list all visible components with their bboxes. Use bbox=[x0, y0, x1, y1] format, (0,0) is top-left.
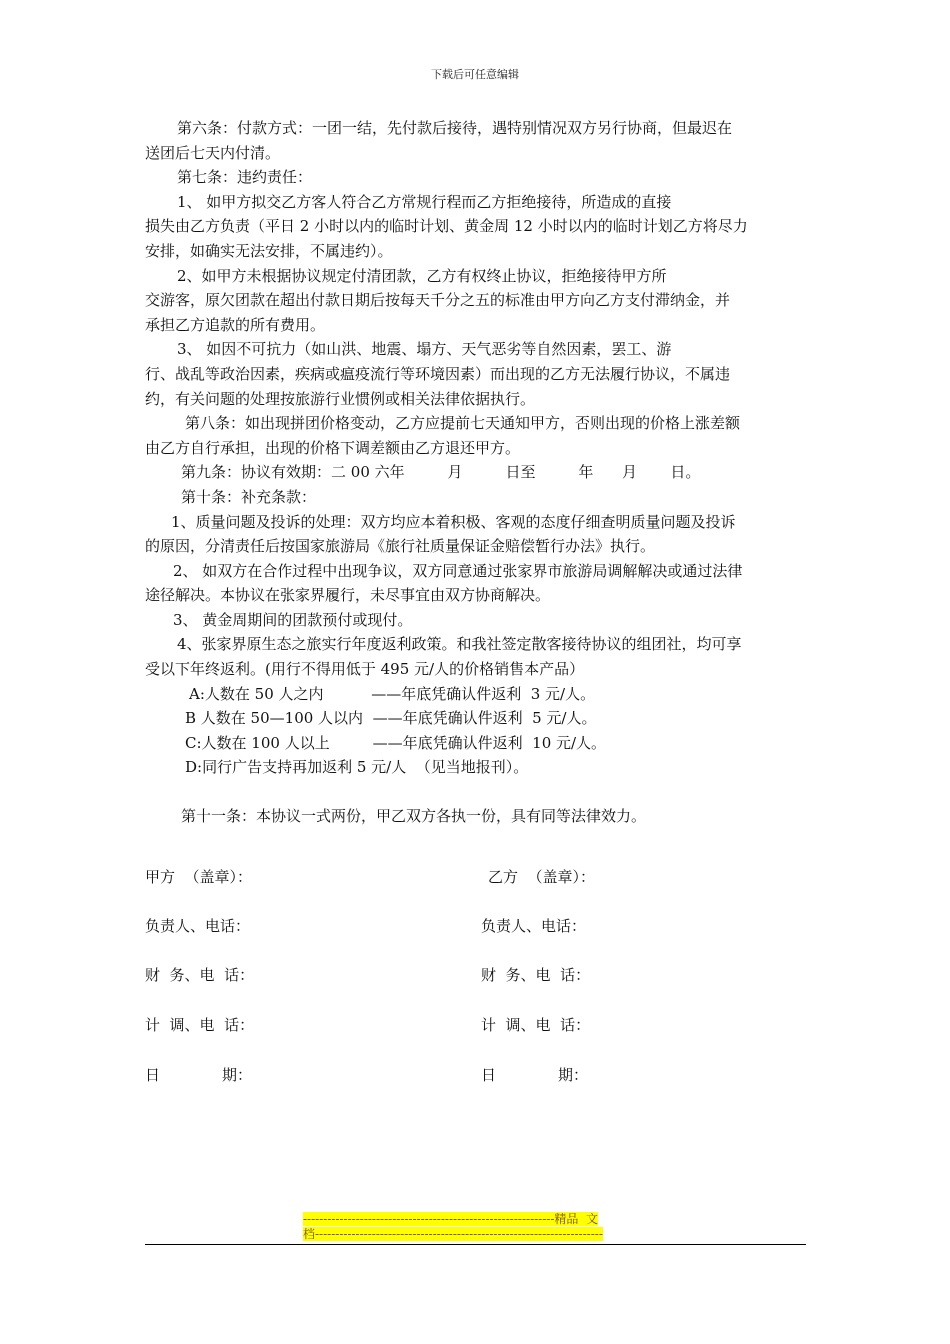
article-10-item-3: 3、 黄金周期间的团款预付或现付。 bbox=[173, 610, 413, 629]
article-10-item-1-line-2: 的原因，分清责任后按国家旅游局《旅行社质量保证金赔偿暂行办法》执行。 bbox=[145, 537, 656, 556]
footer-line-2: 档----------------------------------------------------------------------- bbox=[303, 1227, 603, 1241]
party-b-responsible-label: 负责人、电话： bbox=[481, 917, 587, 935]
contract-body bbox=[145, 116, 810, 829]
party-b-date-label: 日 期： bbox=[481, 1066, 588, 1084]
article-7-item-2-line-1: 2、如甲方未根据协议规定付清团款，乙方有权终止协议，拒绝接待甲方所 bbox=[177, 266, 667, 285]
article-7-item-3-line-3: 约，有关问题的处理按旅游行业惯例或相关法律依据执行。 bbox=[145, 389, 536, 408]
article-6-line-2: 送团后七天内付清。 bbox=[145, 143, 281, 162]
footer-watermark bbox=[303, 1212, 648, 1242]
article-7-item-3-line-1: 3、 如因不可抗力（如山洪、地震、塌方、天气恶劣等自然因素，罢工、游 bbox=[177, 340, 672, 359]
article-7-item-3-line-2: 行、战乱等政治因素，疾病或瘟疫流行等环境因素）而出现的乙方无法履行协议，不属违 bbox=[145, 364, 731, 383]
party-b-seal-label: 乙方 （盖章）： bbox=[488, 868, 596, 886]
article-10-item-4-line-1: 4、张家界原生态之旅实行年度返利政策。和我社签定散客接待协议的组团社，均可享 bbox=[177, 635, 742, 654]
article-7-item-1-line-2: 损失由乙方负责（平日 2 小时以内的临时计划、黄金周 12 小时以内的临时计划乙方将尽力 bbox=[145, 217, 748, 236]
rebate-tier-a: A:人数在 50 人之内 ——年底凭确认件返利 3 元/人。 bbox=[189, 684, 596, 703]
party-b-dispatch-label: 计 调、电 话： bbox=[481, 1016, 591, 1034]
article-10-item-2-line-2: 途径解决。本协议在张家界履行，未尽事宜由双方协商解决。 bbox=[145, 586, 551, 605]
article-11: 第十一条：本协议一式两份，甲乙双方各执一份，具有同等法律效力。 bbox=[181, 807, 647, 826]
article-7-item-2-line-2: 交游客，原欠团款在超出付款日期后按每天千分之五的标准由甲方向乙方支付滞纳金，并 bbox=[145, 291, 731, 310]
party-b-finance-label: 财 务、电 话： bbox=[481, 966, 591, 984]
article-7-item-2-line-3: 承担乙方追款的所有费用。 bbox=[145, 315, 326, 334]
article-8-line-1: 第八条：如出现拼团价格变动，乙方应提前七天通知甲方，否则出现的价格上涨差额 bbox=[185, 414, 741, 433]
party-a-dispatch-label: 计 调、电 话： bbox=[145, 1016, 255, 1034]
article-6-line-1: 第六条：付款方式：一团一结，先付款后接待，遇特别情况双方另行协商，但最迟在 bbox=[177, 119, 733, 137]
article-8-line-2: 由乙方自行承担，出现的价格下调差额由乙方退还甲方。 bbox=[145, 438, 521, 457]
article-7-item-1-line-1: 1、 如甲方拟交乙方客人符合乙方常规行程而乙方拒绝接待，所造成的直接 bbox=[177, 192, 672, 211]
footer-line-1: --------------------------------------------------------------精品 文 bbox=[303, 1212, 599, 1226]
rebate-tier-d: D:同行广告支持再加返利 5 元/人 （见当地报刊）。 bbox=[185, 758, 529, 777]
footer-rule bbox=[145, 1244, 806, 1245]
article-10-heading: 第十条：补充条款： bbox=[181, 487, 317, 506]
party-a-finance-label: 财 务、电 话： bbox=[145, 966, 255, 984]
rebate-tier-c: C:人数在 100 人以上 ——年底凭确认件返利 10 元/人。 bbox=[185, 733, 607, 752]
party-a-seal-label: 甲方 （盖章）： bbox=[145, 868, 253, 886]
article-10-item-1-line-1: 1、质量问题及投诉的处理：双方均应本着积极、客观的态度仔细查明质量问题及投诉 bbox=[171, 512, 736, 531]
header-note: 下载后可任意编辑 bbox=[431, 68, 519, 81]
rebate-tier-b: B 人数在 50—100 人以内 ——年底凭确认件返利 5 元/人。 bbox=[185, 709, 597, 728]
party-a-date-label: 日 期： bbox=[145, 1066, 252, 1084]
article-7-heading: 第七条：违约责任： bbox=[177, 168, 313, 187]
article-7-item-1-line-3: 安排，如确实无法安排，不属违约）。 bbox=[145, 241, 393, 260]
article-10-item-2-line-1: 2、 如双方在合作过程中出现争议，双方同意通过张家界市旅游局调解解决或通过法律 bbox=[173, 561, 743, 580]
spacer bbox=[145, 780, 810, 804]
party-a-responsible-label: 负责人、电话： bbox=[145, 917, 251, 935]
article-9-validity: 第九条：协议有效期：二 00 六年 月 日至 年 月 日。 bbox=[181, 463, 701, 482]
article-10-item-4-line-2: 受以下年终返利。(用行不得用低于 495 元/人的价格销售本产品） bbox=[145, 660, 585, 679]
